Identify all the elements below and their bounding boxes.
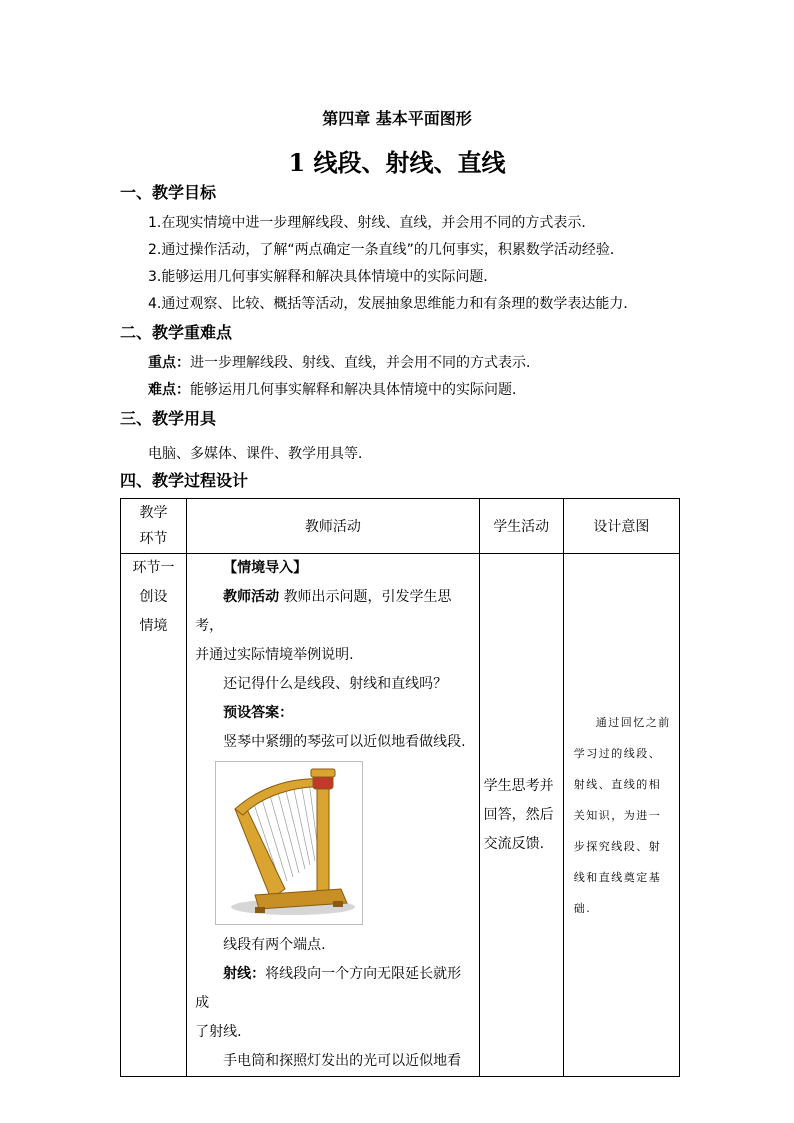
table-row bbox=[121, 554, 680, 1077]
goals-heading: 一、教学目标 bbox=[120, 183, 217, 202]
ray-label: 射线： bbox=[223, 966, 266, 982]
key-point-label: 重点： bbox=[148, 355, 190, 371]
header-stage bbox=[121, 499, 187, 554]
design-intent-cell bbox=[563, 554, 679, 1077]
header-stage-line2: 环节 bbox=[139, 531, 168, 547]
activity-label: 教师活动 bbox=[223, 589, 280, 605]
tools-heading: 三、教学用具 bbox=[120, 409, 217, 428]
table-header-row bbox=[121, 499, 680, 554]
hard-point-line bbox=[148, 379, 526, 399]
chapter-title: 第四章 基本平面图形 bbox=[322, 109, 472, 128]
flashlight-line: 手电筒和探照灯发出的光可以近似地看 bbox=[223, 1053, 462, 1069]
tools-text: 电脑、多媒体、课件、教学用具等． bbox=[148, 446, 372, 462]
answer-label-line: 预设答案： bbox=[223, 705, 294, 721]
harp-icon bbox=[215, 761, 363, 925]
goal-item-2: 2.通过操作活动，了解“两点确定一条直线”的几何事实，积累数学活动经验． bbox=[148, 242, 624, 258]
key-point-text: 进一步理解线段、射线、直线，并会用不同的方式表示． bbox=[190, 355, 540, 371]
lesson-title: 1 线段、射线、直线 bbox=[288, 148, 506, 177]
key-point-line bbox=[148, 352, 540, 372]
question-line: 还记得什么是线段、射线和直线吗？ bbox=[223, 676, 448, 692]
ray-line-cont: 了射线. bbox=[195, 1024, 242, 1040]
process-heading: 四、教学过程设计 bbox=[120, 471, 249, 490]
design-intent-text: 通过回忆之前学习过的线段、射线、直线的相关知识，为进一步探究线段、射线和直线奠定基础. bbox=[573, 715, 671, 915]
header-stage-line1: 教学 bbox=[139, 505, 168, 521]
ray-line: 射线：将线段向一个方向无限延长就形成 bbox=[195, 966, 462, 1011]
hard-point-text: 能够运用几何事实解释和解决具体情境中的实际问题． bbox=[190, 382, 526, 398]
activity-line-cont: 并通过实际情境举例说明. bbox=[195, 647, 354, 663]
teacher-activity-cell bbox=[187, 554, 480, 1077]
harp-line: 竖琴中紧绷的琴弦可以近似地看做线段. bbox=[223, 734, 466, 750]
key-points-heading: 二、教学重难点 bbox=[120, 323, 233, 342]
goal-item-3: 3.能够运用几何事实解释和解决具体情境中的实际问题． bbox=[148, 269, 498, 285]
goal-item-4: 4.通过观察、比较、概括等活动，发展抽象思维能力和有条理的数学表达能力． bbox=[148, 296, 638, 312]
hard-point-label: 难点： bbox=[148, 382, 190, 398]
stage-line: 环节一 bbox=[132, 560, 175, 576]
endpoints-line: 线段有两个端点. bbox=[223, 937, 326, 953]
header-intent: 设计意图 bbox=[563, 499, 679, 554]
student-activity-cell: 学生思考并回答，然后交流反馈. bbox=[479, 554, 563, 1077]
stage-cell bbox=[121, 554, 187, 1077]
header-teacher: 教师活动 bbox=[187, 499, 480, 554]
stage-line: 情境 bbox=[139, 618, 168, 634]
header-student: 学生活动 bbox=[479, 499, 563, 554]
stage-line: 创设 bbox=[139, 589, 168, 605]
section-label: 【情境导入】 bbox=[223, 560, 308, 576]
lesson-plan-table bbox=[120, 498, 680, 1077]
activity-line: 教师活动 教师出示问题，引发学生思考， bbox=[195, 589, 452, 634]
goal-item-1: 1.在现实情境中进一步理解线段、射线、直线，并会用不同的方式表示． bbox=[148, 215, 596, 231]
harp-image bbox=[215, 761, 363, 925]
